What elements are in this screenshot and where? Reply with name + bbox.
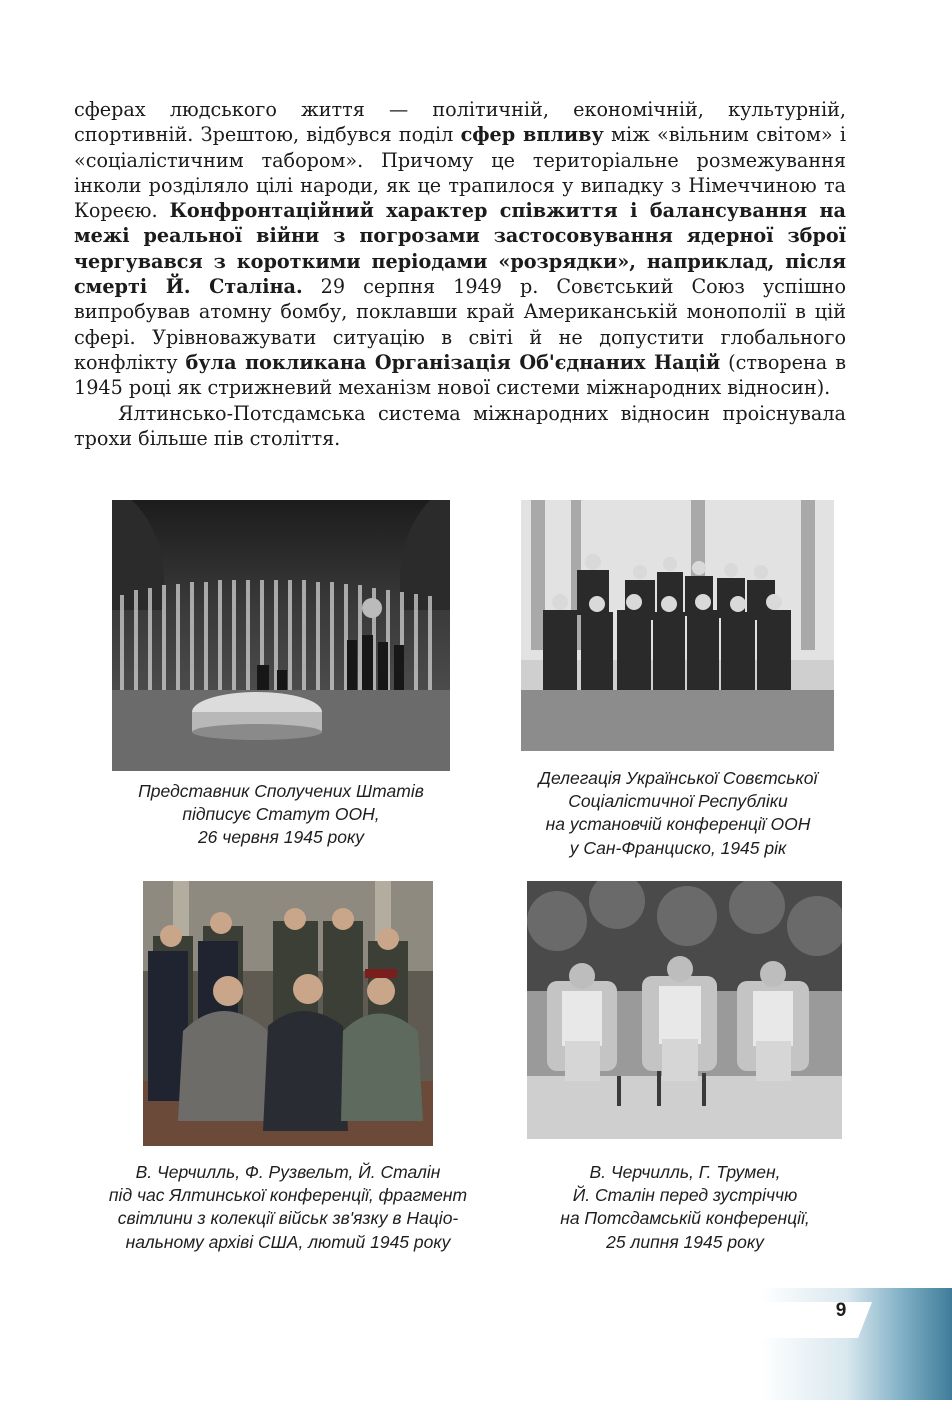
caption-yalta: В. Черчилль, Ф. Рузвельт, Й. Сталін під час Ялтинської конференції, фрагмент світлини з колекції військ зв'язку в Націо- нальному архіві США, лютий 1945 року — [108, 1162, 468, 1252]
photo-yalta-conference — [143, 881, 433, 1146]
photo-un-charter-signing — [112, 500, 450, 771]
main-text — [74, 97, 846, 451]
page-number: 9 — [835, 1300, 847, 1321]
paragraph-1: сферах людського життя — політичній, економічній, культурній, спортивній. Зрештою, відбувся поділ сфер впливу між «вільним світом» і «соціалістичним табором». Причому це територіальне розмежування інколи розділяло цілі народи, як це трапилося у випадку з Німеччиною та Кореєю. Конфронтаційний характер співжиття і балансування на межі реальної війни з погрозами застосовування ядерної зброї чергувався з короткими періодами «розрядки», наприклад, після смерті Й. Сталіна. 29 серпня 1949 р. Совєтський Союз успішно випробував атомну бомбу, поклавши край Американській монополії в цій сфері. Урівноважувати ситуацію в світі й не допустити глобального конфлікту була покликана Організація Об'єднаних Націй (створена в 1945 році як стрижневий механізм нової системи міжнародних відносин). — [74, 98, 847, 400]
caption-un-charter: Представник Сполучених Штатів підписує Статут ООН, 26 червня 1945 року — [138, 781, 424, 848]
caption-ukrainian-delegation: Делегація Української Совєтської Соціалістичної Республіки на установчій конференції ООН у Сан-Франциско, 1945 рік — [538, 768, 818, 858]
caption-potsdam: В. Черчилль, Г. Трумен, Й. Сталін перед зустріччю на Потсдамській конференції, 25 липня 1945 року — [560, 1162, 810, 1252]
photo-potsdam-conference — [527, 881, 842, 1139]
paragraph-2: Ялтинсько-Потсдамська система міжнародних відносин проіснувала трохи більше пів століття. — [74, 401, 846, 450]
photo-ukrainian-delegation — [521, 500, 834, 751]
page-number-band — [760, 1288, 952, 1400]
